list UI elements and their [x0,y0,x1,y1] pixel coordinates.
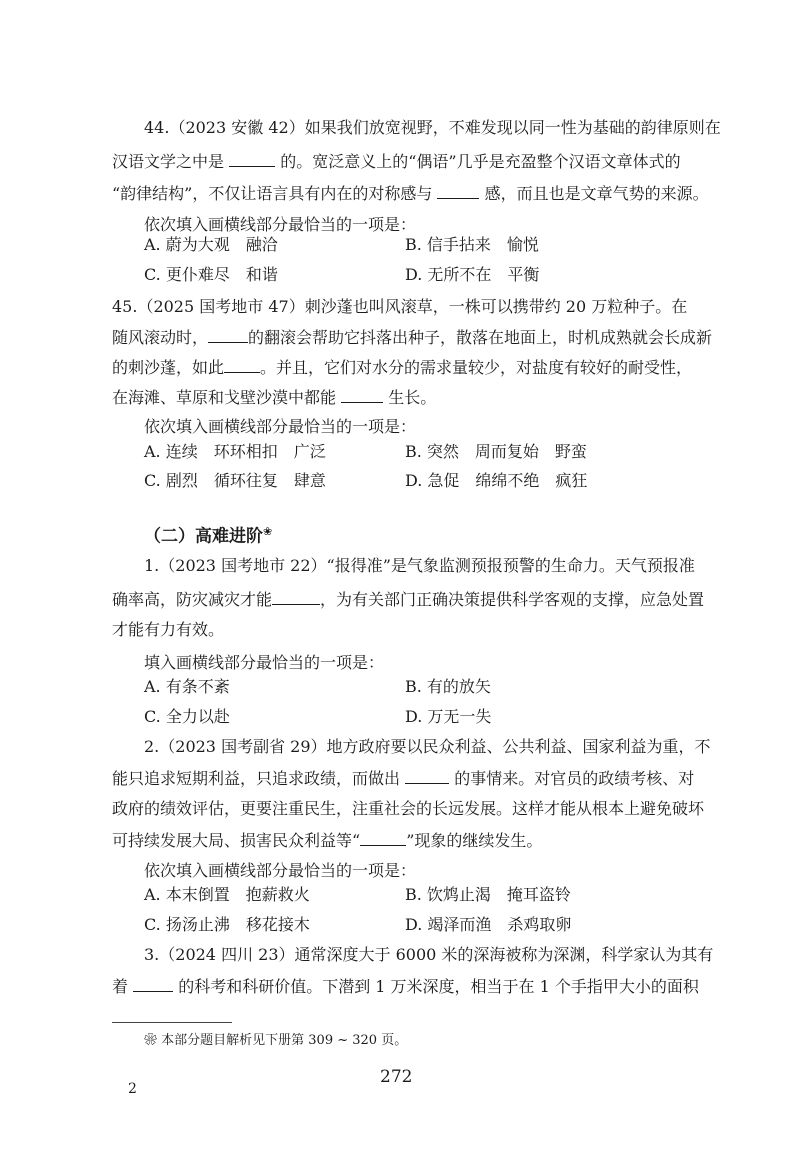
flower-mark-icon: ❀ [144,1033,158,1048]
section-heading: （二）高难进阶❀ [144,525,273,547]
s1-option-b: B. 有的放矢 [405,677,491,696]
page-number: 272 [380,1067,413,1087]
q44-option-a: A. 蔚为大观 融洽 [144,235,278,254]
s1-option-a: A. 有条不紊 [144,677,230,696]
footnote-rule [112,1022,232,1023]
s2-line-2: 能只追求短期利益，只追求政绩，而做出 的事情来。对官员的政绩考核、对 [112,769,695,788]
s2-option-a: A. 本末倒置 抱薪救火 [144,885,310,904]
s2-prompt: 依次填入画横线部分最恰当的一项是： [144,861,417,880]
q45-option-c: C. 剧烈 循环往复 肆意 [144,471,326,490]
q45-line-3: 的刺沙蓬，如此 。并且，它们对水分的需求量较少，对盐度有较好的耐受性， [112,358,693,377]
s2-line-1: 2.（2023 国考副省 29）地方政府要以民众利益、公共利益、国家利益为重，不 [144,737,711,756]
answer-blank [272,588,320,605]
margin-mark: 2 [128,1081,137,1097]
answer-blank [405,767,449,784]
s1-line-3: 才能有力有效。 [112,620,225,639]
s1-option-d: D. 万无一失 [405,707,492,726]
s1-line-1: 1.（2023 国考地市 22）“报得准”是气象监测预报预警的生命力。天气预报准 [144,556,695,575]
s1-line-2: 确率高，防灾减灾才能 ，为有关部门正确决策提供科学客观的支撑，应急处置 [112,590,705,609]
answer-blank [133,975,173,992]
s3-line-1: 3.（2024 四川 23）通常深度大于 6000 米的深海被称为深渊，科学家认为其有 [144,945,714,964]
s2-line-4: 可持续发展大局、损害民众利益等“ ”现象的继续发生。 [112,831,543,850]
q45-line-2: 随风滚动时， 的翻滚会帮助它抖落出种子，散落在地面上，时机成熟就会长成新 [112,328,713,347]
q44-line-1: 44.（2023 安徽 42）如果我们放宽视野，不难发现以同一性为基础的韵律原则在 [144,118,721,137]
footnote: ❀ 本部分题目解析见下册第 309 ~ 320 页。 [144,1033,408,1048]
s2-option-c: C. 扬汤止沸 移花接木 [144,915,310,934]
s1-prompt: 填入画横线部分最恰当的一项是： [144,653,385,672]
s2-line-3: 政府的绩效评估，更要注重民生，注重社会的长远发展。这样才能从根本上避免破坏 [112,799,705,818]
s3-line-2: 着 的科考和科研价值。下潜到 1 万米深度，相当于在 1 个手指甲大小的面积 [112,977,699,996]
q45-prompt: 依次填入画横线部分最恰当的一项是： [144,417,417,436]
answer-blank [341,386,383,403]
q45-option-a: A. 连续 环环相扣 广泛 [144,442,326,461]
q44-prompt: 依次填入画横线部分最恰当的一项是： [144,215,417,234]
q44-option-d: D. 无所不在 平衡 [405,265,540,284]
flower-mark-icon: ❀ [263,525,273,538]
q45-option-b: B. 突然 周而复始 野蛮 [405,442,587,461]
q44-line-3: “韵律结构”，不仅让语言具有内在的对称感与 感，而且也是文章气势的来源。 [112,184,709,203]
answer-blank [360,829,406,846]
answer-blank [224,356,260,373]
q45-line-1: 45.（2025 国考地市 47）刺沙蓬也叫风滚草，一株可以携带约 20 万粒种子。在 [112,297,688,316]
answer-blank [437,182,479,199]
q45-line-4: 在海滩、草原和戈壁沙漠中都能 生长。 [112,388,437,407]
answer-blank [229,150,275,167]
q44-option-b: B. 信手拈来 愉悦 [405,235,539,254]
s1-option-c: C. 全力以赴 [144,707,230,726]
q44-line-2: 汉语文学之中是 的。宽泛意义上的“偶语”几乎是充盈整个汉语文章体式的 [112,152,681,171]
q45-option-d: D. 急促 绵绵不绝 疯狂 [405,471,588,490]
q44-option-c: C. 更仆难尽 和谐 [144,265,278,284]
answer-blank [208,326,248,343]
s2-option-d: D. 竭泽而渔 杀鸡取卵 [405,915,572,934]
s2-option-b: B. 饮鸩止渴 掩耳盗铃 [405,885,571,904]
